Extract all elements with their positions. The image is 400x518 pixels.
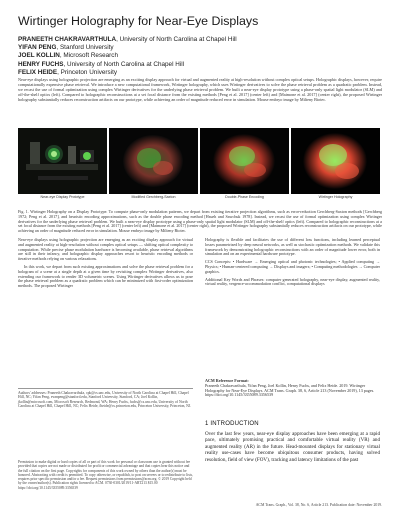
embryo-image [291, 128, 380, 194]
double-phase-reconstruction [200, 128, 289, 194]
author-name: HENRY FUCHS [18, 60, 64, 68]
section-heading: 1 INTRODUCTION [205, 421, 259, 427]
gs-reconstruction [109, 128, 198, 194]
author-line [18, 36, 382, 44]
author-affiliation: , University of North Carolina at Chapel Hill [116, 36, 237, 43]
prototype-illustration [18, 128, 107, 194]
panel-caption: Modified Gerchberg-Saxton [131, 195, 176, 199]
acm-reference [205, 379, 380, 398]
panel-caption: Double-Phase Encoding [225, 195, 264, 199]
author-name: PRANEETH CHAKRAVARTHULA [18, 36, 117, 43]
left-column [18, 238, 193, 292]
body-paragraph: Near-eye displays using holographic projection are emerging as an exciting display approach for virtual and augmented reality at high-resolution without complex optical setups — shifting optical complexity to computation. While precise phase modulation hardware is becoming available, phase retrieval algorithms are still in their infancy, and holographic display approaches resort to heuristic encoding methods or iterative methods relying on various relaxations. [18, 237, 193, 262]
embryo-image [200, 128, 289, 194]
figure-caption: Fig. 1. Wirtinger Holography on a Display Prototype. To compute phase-only modulation patterns, we depart from existing iterative projection algorithms, such as error-reduction Gerchberg-Saxton methods [Gerchberg 1972; Peng et al. 2017], and heuristic encoding approximations, such as the double phase encoding method [Hsueh and Sawchuk 1978]. Instead, we recast the use of formal optimization using complex Wirtinger derivatives for the underlying phase retrieval problem. We built a near-eye display prototype using a phase-only spatial light modulator (SLM) and off-the-shelf optics (left). Compared to holographic reconstructions at a set focal distance from the existing methods [Peng et al. 2017] (center left) and [Maimone et al. 2017] (center right), the proposed Wirtinger holography substantially reduces reconstruction artifacts on our prototype, while achieving an order of magnitude reduced error in simulation. Mouse embryo image by Milteny Biotec. [18, 209, 382, 234]
author-affiliation: , Princeton University [57, 68, 118, 76]
body-paragraph: Holography is flexible and facilitates the use of different loss functions, including learned perceptual losses parametrized by deep neural networks, as well as stochastic optimization methods. We validate this framework by demonstrating holographic reconstructions with an order of magnitude lower error, both in simulation and on an experimental hardware prototype. [205, 237, 380, 257]
intro-text: Over the last few years, near-eye display approaches have been emerging at a rapid pace, ultimately promising practical and comfortable virtual reality (VR) and augmented reality (AR) in the future. Head-mounted displays for stationary virtual reality use-cases have become ubiquitous consumer products, having solved resolution, field of view (FOV), tracking and latency limitations of the past [205, 431, 380, 463]
paper-title: Wirtinger Holography for Near-Eye Displays [18, 14, 259, 28]
author-footnote: Authors' addresses: Praneeth Chakravarthula, cpk@cs.unc.edu, University of North Carolina at Chapel Hill, Chapel Hill, NC; Yifan Peng, evanpeng@stanford.edu, Stanford University, Stanford, CA; Joel Kollin, jkollin@microsoft.com, Microsoft Research, Redmond, WA; Henry Fuchs, fuchs@cs.unc.edu, University of North Carolina at Chapel Hill, Chapel Hill, NC; Felix Heide, fheide@cs.princeton.edu, Princeton University, Princeton, NJ. [18, 388, 193, 409]
permission-notice: Permission to make digital or hard copies of all or part of this work for personal or classroom use is granted without fee provided that copies are not made or distributed for profit or commercial advantage and that copies bear this notice and the full citation on the first page. Copyrights for components of this work owned by others than the author(s) must be honored. Abstracting with credit is permitted. To copy otherwise, or republish, to post on servers or to redistribute to lists, requires prior specific permission and/or a fee. Request permissions from permissions@acm.org. © 2019 Copyright held by the owner/author(s). Publication rights licensed to ACM. 0730-0301/2019/11-ART213 $15.00 https://doi.org/10.1145/3355089.3356539 [18, 460, 193, 490]
author-name: FELIX HEIDE [18, 68, 58, 76]
author-list [18, 36, 382, 77]
reference-text: Praneeth Chakravarthula, Yifan Peng, Joel Kollin, Henry Fuchs, and Felix Heide. 2019. Wirtinger Holography for Near-Eye Displays. ACM Trans. Graph. 38, 6, Article 213 (November 2019), 13 pages. https://doi.org/10.1145/3355089.3356539 [205, 382, 375, 398]
author-affiliation: , Stanford University [56, 44, 114, 52]
author-line [18, 44, 382, 52]
author-name: YIFAN PENG [18, 44, 57, 52]
author-name: JOEL KOLLIN [18, 52, 60, 60]
panel-caption: Wirtinger Holography [318, 195, 353, 199]
panel-caption: Near-eye Display Prototype [40, 195, 85, 199]
teaser-figure [18, 128, 382, 202]
embryo-image [109, 128, 198, 194]
author-line [18, 69, 382, 77]
right-column [205, 238, 380, 290]
author-affiliation: , University of North Carolina at Chapel Hill [63, 60, 185, 68]
author-line [18, 52, 382, 60]
keywords: Additional Key Words and Phrases: computer generated holography, near-eye display, augmented reality, virtual reality, vergence-accommodation conflict, computational displays [205, 276, 380, 287]
journal-footer: ACM Trans. Graph., Vol. 38, No. 6, Article 213. Publication date: November 2019. [255, 503, 382, 507]
ccs-concepts: CCS Concepts: • Hardware → Emerging optical and photonic technologies; • Applied computing → Physics; • Human-centered computing → Displays and imagers; • Computing methodologies → Computer graphics. [205, 259, 381, 274]
author-line [18, 61, 382, 69]
body-paragraph: In this work, we depart from such existing approximations and solve the phase retrieval problem for a hologram of a scene at a single depth at a given time by revisiting complex Wirtinger derivatives, also extending our framework to render 3D volumetric scenes. Using Wirtinger derivatives allows us to pose the phase retrieval problem as a quadratic problem which can be minimized with first-order optimization methods. The proposed Wirtinger [18, 263, 193, 289]
reference-heading: ACM Reference Format: [205, 378, 249, 383]
abstract: Near-eye displays using holographic projection are emerging as an exciting display approach for virtual and augmented reality at high-resolution without complex optical setups. Holographic displays, however, require computationally expensive phase retrieval. We introduce a new computational framework, Wirtinger holography, which uses Wirtinger derivatives to solve the phase retrieval problem as a quadratic problem. Instead, we recast the use of formal optimization using complex Wirtinger derivatives for the underlying phase retrieval problem. We built a near-eye display prototype using a phase-only spatial light modulator (SLM) and off-the-shelf optics (left). Compared to holographic reconstructions at a set focal distance from the existing methods [Peng et al. 2017] (center left) and [Maimone et al. 2017] (center right), the proposed Wirtinger holography substantially reduces reconstruction artifacts on our prototype, while achieving an order of magnitude reduced error in simulation. Mouse embryo image by Milteny Biotec. [18, 77, 382, 102]
wirtinger-reconstruction [291, 128, 380, 194]
prototype-photo [18, 128, 107, 194]
author-affiliation: , Microsoft Research [59, 52, 118, 60]
